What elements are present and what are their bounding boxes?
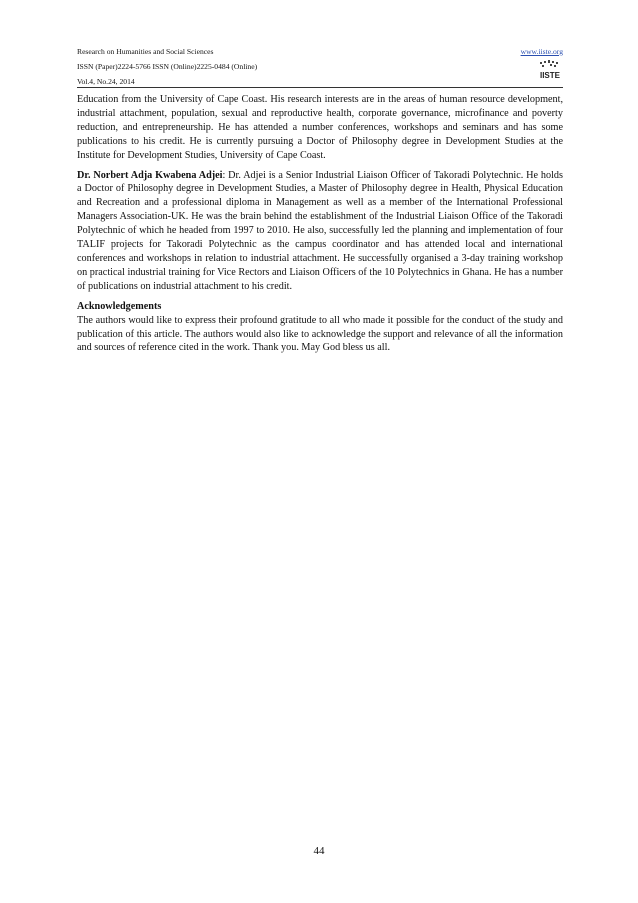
svg-text:IISTE: IISTE [539,71,561,80]
author-name: Dr. Norbert Adja Kwabena Adjei [77,169,223,181]
page-number: 44 [313,845,325,857]
acknowledgements-heading: Acknowledgements [77,300,162,312]
journal-website-link[interactable]: www.iiste.org [520,47,563,56]
journal-title: Research on Humanities and Social Sciences [77,47,214,56]
header-info [77,44,257,89]
iiste-logo-icon [539,60,561,80]
article-body [77,93,563,361]
header-divider [77,87,563,88]
bio-paragraph-2 [77,169,563,294]
acknowledgements-text: The authors would like to express their profound gratitude to all who made it possible for the conduct of the study and publication of this article. The authors would also like to acknowledge the support and relevance of all the information and sources of reference cited in the work. Thank you. May God bless us all. [77,314,563,354]
bio-paragraph-1: Education from the University of Cape Coast. His research interests are in the areas of human resource development, industrial attachment, population, sexual and reproductive health, corporate governance, microfinance and poverty reduction, and entrepreneurship. He has attended a number conferences, workshops and seminars and has some publications to his credit. He is currently pursuing a Doctor of Philosophy degree in Development Studies at the Institute for Development Studies, University of Cape Coast. [77,94,563,161]
issn-line: ISSN (Paper)2224-5766 ISSN (Online)2225-0484 (Online) [77,62,258,71]
author-bio-text: : Dr. Adjei is a Senior Industrial Liaison Officer of Takoradi Polytechnic. He holds a Doctor of Philosophy degree in Development Studies, a Master of Philosophy degree in Health, Physical Education and Recreation and a professional diploma in Management as well as a member of the International Professional Managers Association-UK. He was the brain behind the establishment of the Industrial Liaison Office of the Takoradi Polytechnic of which he headed from 1997 to 2010. He also, successfully led the planning and implementation of four TALIF projects for Takoradi Polytechnic as the campus coordinator and has attended local and international conferences and workshops in relation to industrial attachment. He successfully organised a 3-day training workshop on practical industrial training for Vice Rectors and Liaison Officers of the 10 Polytechnics in Ghana. He has a number of publications on industrial attachment to his credit. [77,169,563,292]
volume-line: Vol.4, No.24, 2014 [77,77,135,86]
page-header [77,44,563,84]
